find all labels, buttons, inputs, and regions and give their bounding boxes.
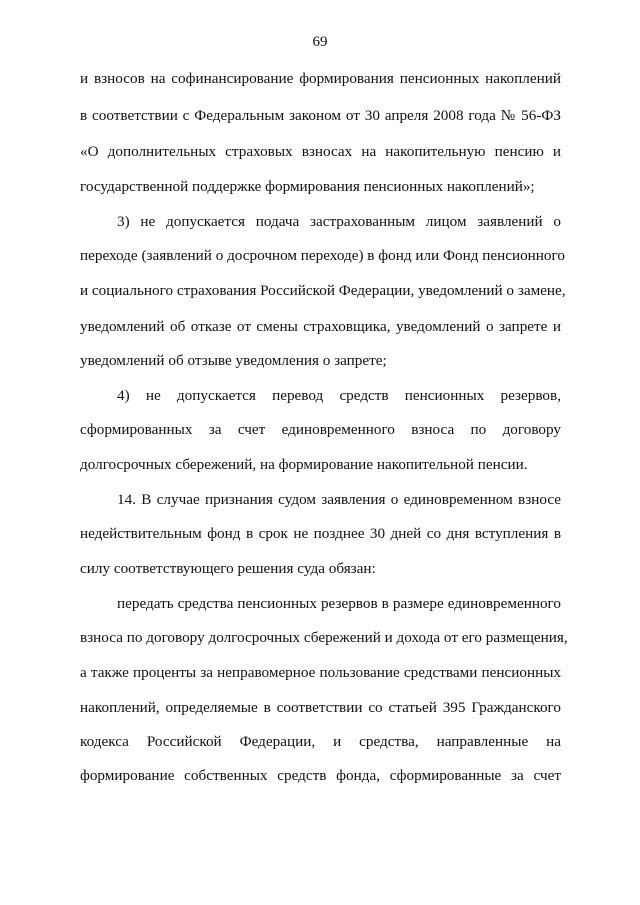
text-line: уведомлений об отзыве уведомления о запрете; [80, 352, 387, 369]
text-line: накоплений, определяемые в соответствии со статьей 395 Гражданского [80, 699, 561, 716]
text-line: уведомлений об отказе от смены страховщика, уведомлений о запрете и [80, 318, 561, 335]
text-line: 3) не допускается подача застрахованным лицом заявлений о [117, 213, 561, 230]
text-line: взноса по договору долгосрочных сбережений и дохода от его размещения, [80, 629, 568, 646]
text-line: силу соответствующего решения суда обязан: [80, 560, 376, 577]
text-line: 4) не допускается перевод средств пенсионных резервов, [117, 387, 561, 404]
text-line: «О дополнительных страховых взносах на накопительную пенсию и [80, 143, 561, 160]
text-line: недействительным фонд в срок не позднее 30 дней со дня вступления в [80, 525, 561, 542]
text-line: кодекса Российской Федерации, и средства, направленные на [80, 733, 561, 750]
text-line: в соответствии с Федеральным законом от 30 апреля 2008 года № 56-ФЗ [80, 107, 561, 124]
text-line: и взносов на софинансирование формирования пенсионных накоплений [80, 70, 561, 87]
text-line: и социального страхования Российской Федерации, уведомлений о замене, [80, 282, 566, 299]
text-line: сформированных за счет единовременного взноса по договору [80, 421, 561, 438]
text-line: долгосрочных сбережений, на формирование накопительной пенсии. [80, 456, 528, 473]
text-line: а также проценты за неправомерное пользование средствами пенсионных [80, 664, 561, 681]
page-number: 69 [312, 34, 328, 50]
text-line: передать средства пенсионных резервов в размере единовременного [117, 595, 561, 612]
text-line: государственной поддержке формирования пенсионных накоплений»; [80, 178, 535, 195]
text-line: переходе (заявлений о досрочном переходе) в фонд или Фонд пенсионного [80, 247, 565, 264]
text-line: 14. В случае признания судом заявления о единовременном взносе [117, 491, 561, 508]
text-line: формирование собственных средств фонда, сформированные за счет [80, 767, 561, 784]
